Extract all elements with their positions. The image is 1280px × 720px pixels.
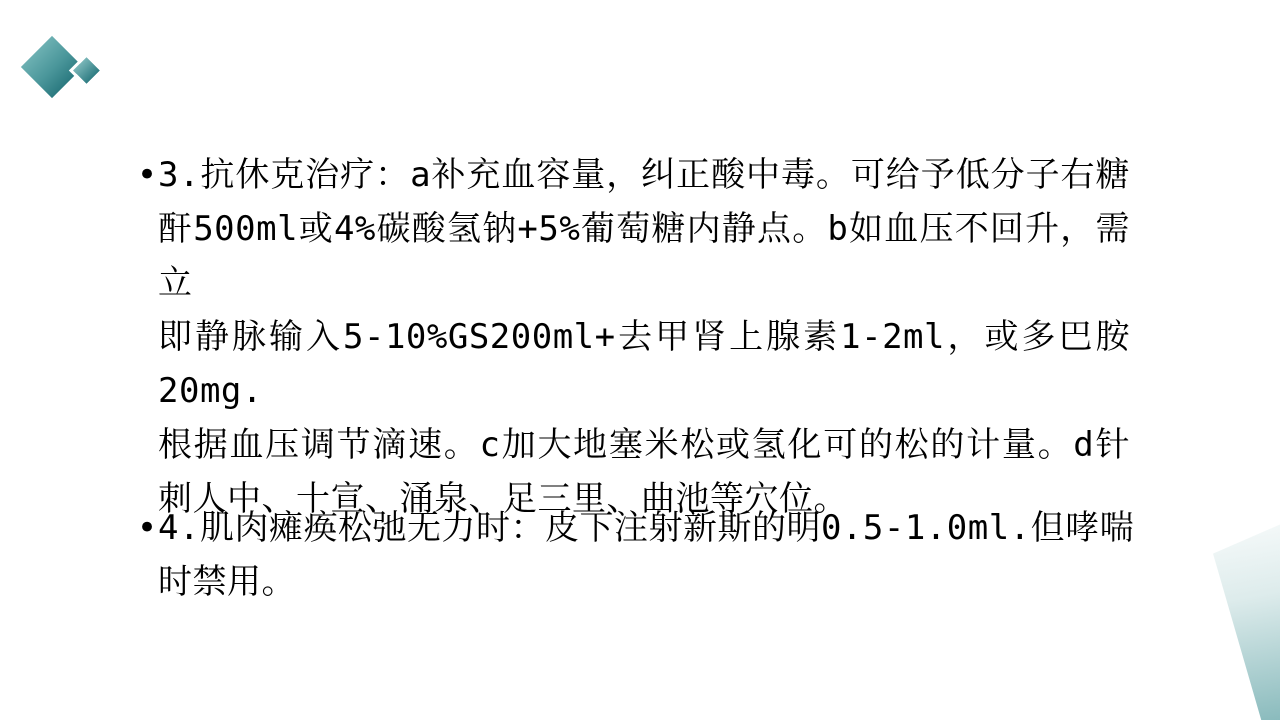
bullet-marker: •: [137, 508, 158, 548]
logo-decoration: [0, 0, 130, 130]
bullet-text-block: [158, 148, 1130, 526]
text-line: 刺人中、十宣、涌泉、足三里、曲池等穴位。: [158, 479, 848, 519]
text-line: 酐500ml或4%碳酸氢钠+5%葡萄糖内静点。b如血压不回升，需立: [158, 209, 1130, 303]
bullet-text-block: [158, 501, 1135, 609]
text-line: 即静脉输入5-10%GS200ml+去甲肾上腺素1-2ml，或多巴胺20mg.: [158, 317, 1130, 411]
text-line: 根据血压调节滴速。c加大地塞米松或氢化可的松的计量。d针: [158, 425, 1130, 465]
text-line: 4.肌肉瘫痪松弛无力时：皮下注射新斯的明0.5-1.0ml.但哮喘: [158, 508, 1135, 548]
corner-wedge-decoration: [1146, 512, 1280, 720]
bullet-item-4: [137, 501, 1135, 609]
bullet-item-3: [137, 148, 1130, 526]
text-line: 3.抗休克治疗：a补充血容量，纠正酸中毒。可给予低分子右糖: [158, 155, 1130, 195]
bullet-marker: •: [137, 155, 158, 195]
text-line: 时禁用。: [158, 562, 296, 602]
